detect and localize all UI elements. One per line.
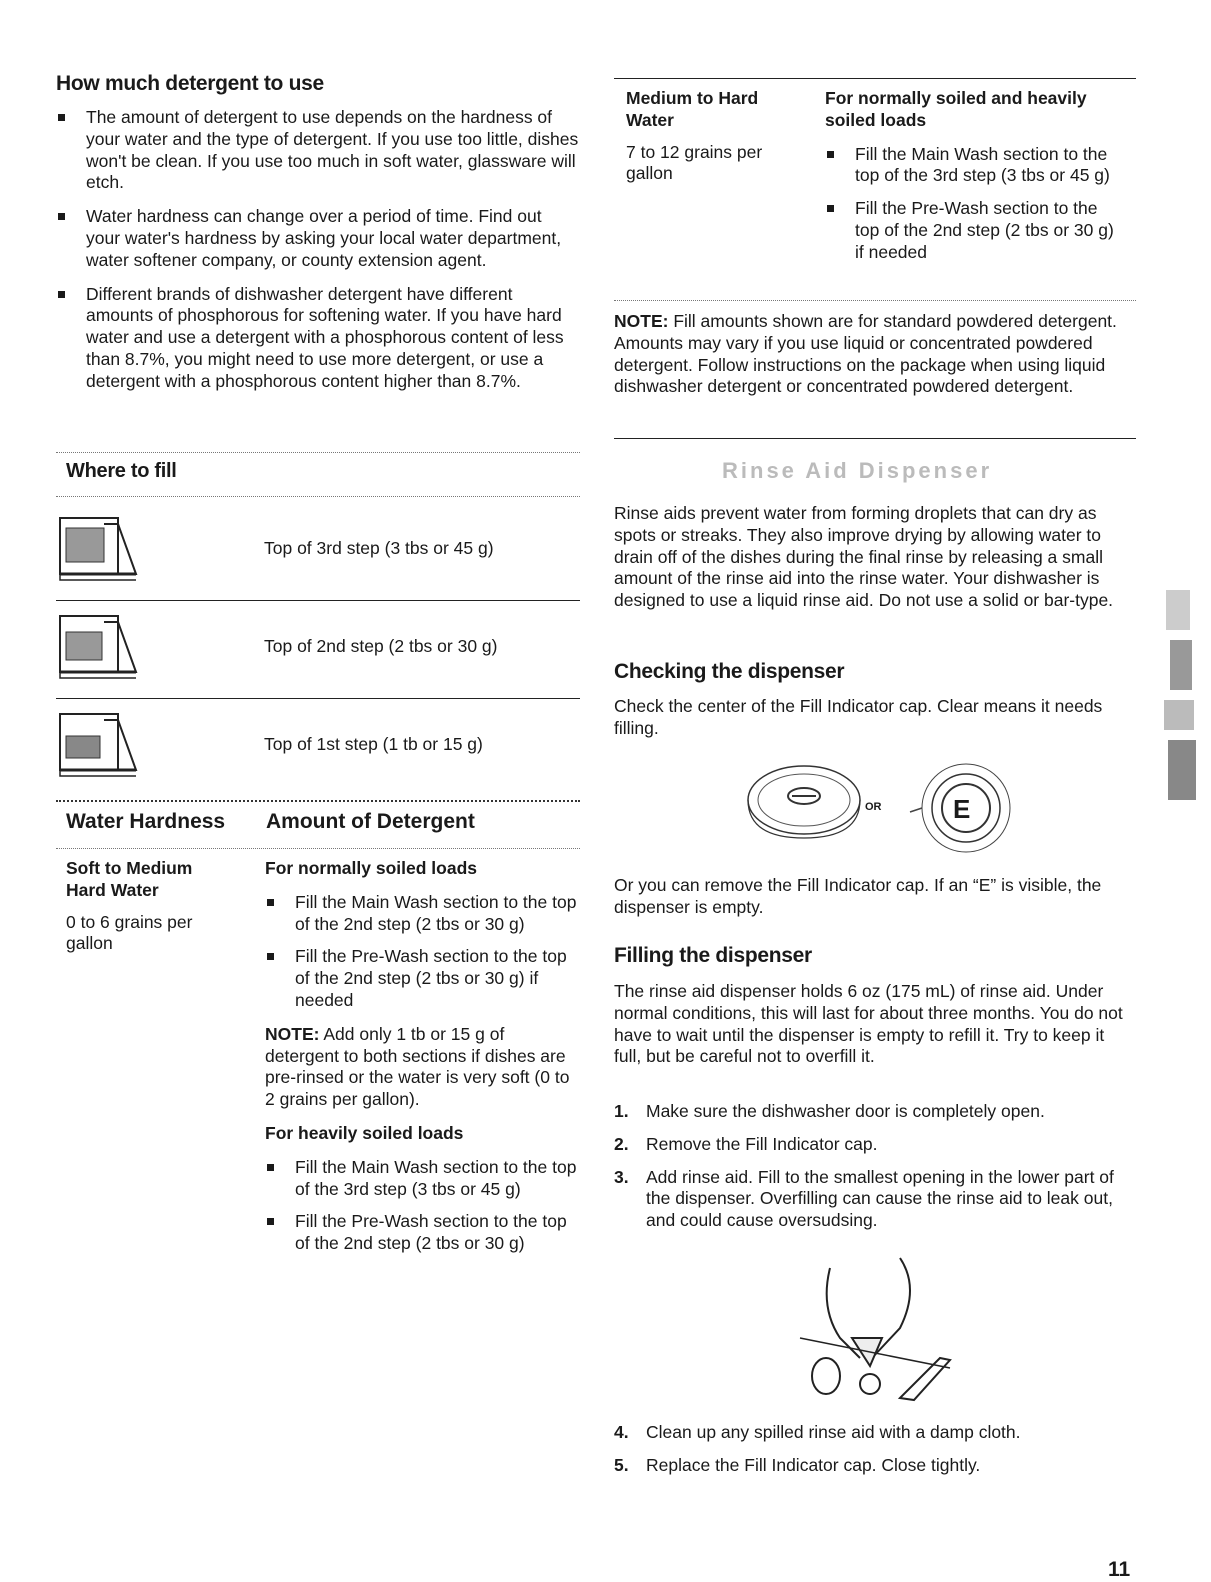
checking-text: Check the center of the Fill Indicator cap. Clear means it needs filling.: [614, 696, 1103, 738]
fill-row-text: Top of 1st step (1 tb or 15 g): [264, 734, 483, 754]
divider: [614, 438, 1136, 439]
heavy-loads-heading: For heavily soiled loads: [265, 1122, 464, 1143]
divider: [614, 78, 1136, 79]
list-item: Fill the Pre-Wash section to the top of the 2nd step (2 tbs or 30 g) if needed: [825, 198, 1125, 263]
page-number: 11: [1108, 1558, 1131, 1581]
detergent-title: How much detergent to use: [56, 72, 324, 95]
list-item: Fill the Pre-Wash section to the top of the 2nd step (2 tbs or 30 g): [265, 1211, 580, 1255]
fill-row-text: Top of 2nd step (2 tbs or 30 g): [264, 636, 498, 656]
note-label: NOTE:: [265, 1023, 320, 1044]
water-hardness-header: Water Hardness: [66, 810, 226, 833]
soft-water-cell: [66, 858, 226, 955]
list-item: Fill the Pre-Wash section to the top of the 2nd step (2 tbs or 30 g) if needed: [265, 946, 580, 1011]
list-item: Fill the Main Wash section to the top of the 3rd step (3 tbs or 45 g): [265, 1157, 580, 1201]
divider: [56, 496, 580, 497]
divider: [56, 848, 580, 849]
hard-water-grains: 7 to 12 grains per gallon: [626, 141, 763, 184]
rinse-intro: Rinse aids prevent water from forming droplets that can dry as spots or streaks. They also improve drying by allowing water to drain off of the dishes during the final rinse by releasing a small amount of the rinse aid into the rinse water. Your dishwasher is designed to use a liquid rinse aid. Do not use a solid or bar-type.: [614, 503, 1114, 611]
filling-steps-continued: [614, 1422, 1136, 1488]
list-item: Fill the Main Wash section to the top of the 3rd step (3 tbs or 45 g): [825, 144, 1125, 188]
list-item: 1. Make sure the dishwasher door is completely open.: [614, 1101, 1045, 1121]
scan-edge-artifact: [1160, 590, 1204, 810]
dispenser-2nd-step-icon: [58, 612, 138, 680]
note-text: Fill amounts shown are for standard powdered detergent. Amounts may vary if you use liquid or concentrated powdered detergent. Follow instructions on the package when using liquid dishwasher detergent or concentrated powdered detergent.: [614, 311, 1117, 397]
fill-row-1st: [56, 704, 580, 796]
divider: [614, 300, 1136, 301]
list-item: Water hardness can change over a period of time. Find out your water's hardness by asking your local water department, water softener company, or county extension agent.: [56, 206, 580, 271]
fill-row-2nd: [56, 606, 580, 698]
normal-loads-heading: For normally soiled loads: [265, 858, 477, 878]
list-item: Different brands of dishwasher detergent have different amounts of phosphorous for softening water. If you have hard water and use a detergent with a phosphorous content of less than 8.7%, you might need to use more detergent, or use a detergent with a phosphorous content higher than 8.7%.: [56, 284, 580, 393]
note-label: NOTE:: [614, 311, 669, 331]
pour-rinse-aid-illustration: [790, 1248, 960, 1408]
note-text: Add only 1 tb or 15 g of detergent to both sections if dishes are pre-rinsed or the water is very soft (0 to 2 grains per gallon).: [265, 1023, 570, 1110]
filling-title: Filling the dispenser: [614, 944, 812, 967]
rinse-aid-faded-title: Rinse Aid Dispenser: [722, 458, 993, 483]
fill-row-text: Top of 3rd step (3 tbs or 45 g): [264, 538, 494, 558]
filling-steps: [614, 1101, 1136, 1243]
soft-water-label: Soft to Medium Hard Water: [66, 858, 193, 900]
where-to-fill-title: Where to fill: [66, 460, 177, 482]
soft-amount-cell: [265, 858, 580, 1255]
soft-water-grains: 0 to 6 grains per gallon: [66, 911, 193, 954]
remove-cap-text: Or you can remove the Fill Indicator cap. If an “E” is visible, the dispenser is empty.: [614, 875, 1102, 917]
divider: [56, 452, 580, 453]
list-item: 5. Replace the Fill Indicator cap. Close tightly.: [614, 1454, 981, 1475]
list-item: Fill the Main Wash section to the top of the 2nd step (2 tbs or 30 g): [265, 892, 580, 936]
divider: [56, 800, 580, 802]
divider: [56, 698, 580, 699]
hard-water-label: Medium to Hard Water: [626, 88, 759, 130]
hard-loads-heading: For normally soiled and heavily soiled loads: [825, 88, 1087, 130]
list-item: 4. Clean up any spilled rinse aid with a damp cloth.: [614, 1422, 1021, 1442]
heavy-loads-bullets: [265, 1157, 580, 1255]
divider: [56, 600, 580, 601]
normal-loads-bullets: [265, 892, 580, 1012]
cap-letter-e: E: [953, 794, 971, 824]
list-item: 2. Remove the Fill Indicator cap.: [614, 1133, 878, 1154]
dispenser-1st-step-icon: [58, 710, 138, 778]
list-item: The amount of detergent to use depends on the hardness of your water and the type of detergent. If you use too little, dishes won't be clean. If you use too much in soft water, glassware will etch.: [56, 107, 580, 194]
fill-amounts-note: [614, 311, 1136, 398]
fill-row-3rd: [56, 508, 580, 600]
checking-title: Checking the dispenser: [614, 660, 845, 683]
detergent-bullets: [56, 107, 580, 393]
dispenser-3rd-step-icon: [58, 514, 138, 582]
list-item: 3. Add rinse aid. Fill to the smallest opening in the lower part of the dispenser. Overfilling can cause the rinse aid to leak out, and could cause oversudsing.: [614, 1166, 1114, 1231]
soft-note: [265, 1024, 580, 1111]
hard-amount-cell: [825, 88, 1125, 264]
amount-of-detergent-header: Amount of Detergent: [266, 810, 475, 833]
hard-loads-bullets: [825, 144, 1125, 264]
hard-water-cell: [626, 88, 796, 185]
filling-text: The rinse aid dispenser holds 6 oz (175 mL) of rinse aid. Under normal conditions, this will last for about three months. You do not have to wait until the dispenser is empty to refill it. Try to keep it full, but be careful not to overfill it.: [614, 981, 1123, 1067]
or-label: OR: [865, 801, 882, 813]
